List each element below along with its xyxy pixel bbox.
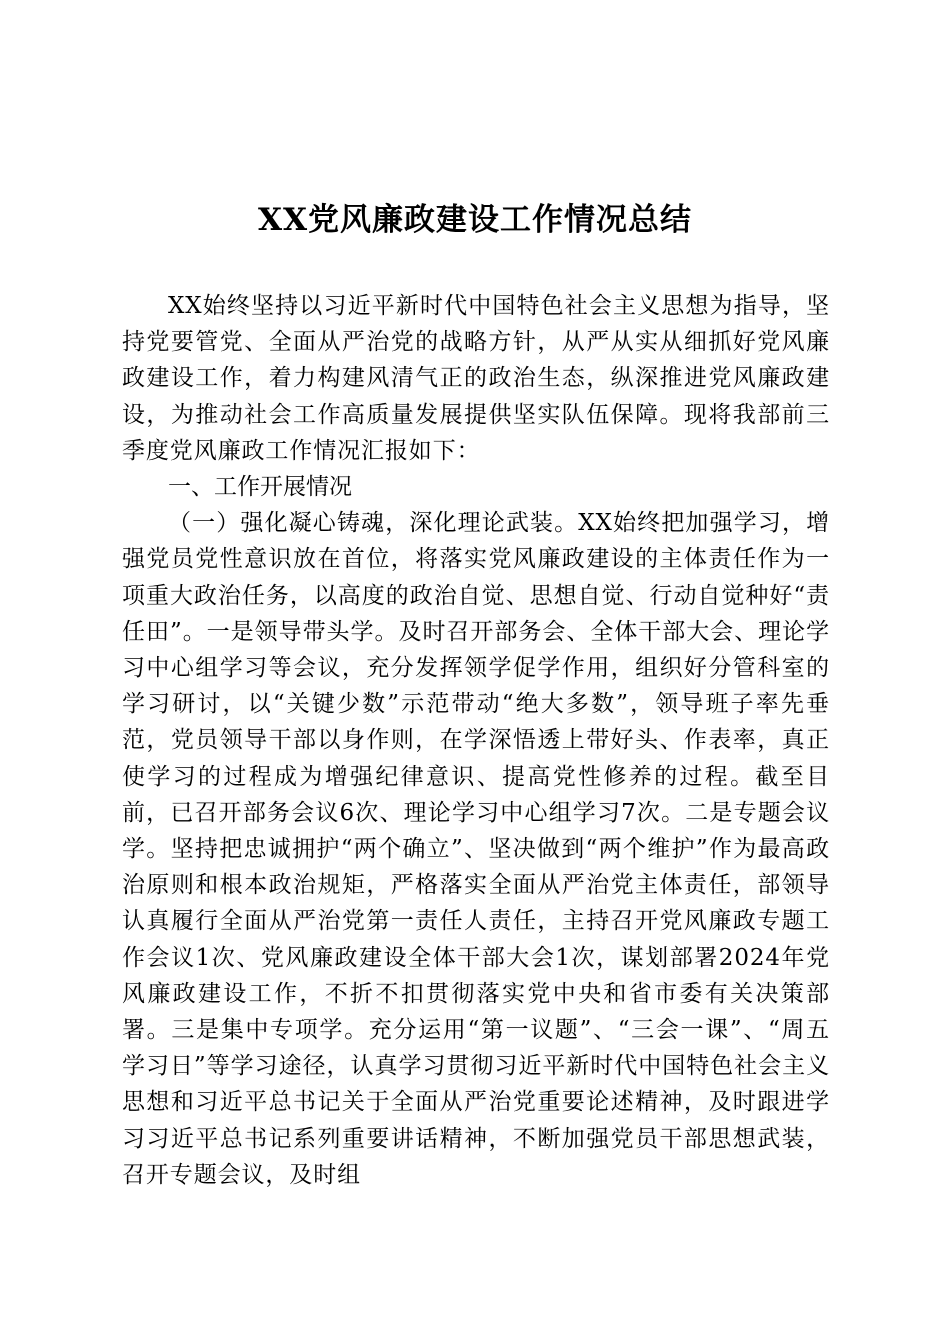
- document-title: XX党风廉政建设工作情况总结: [257, 202, 693, 238]
- section-paragraph: （一）强化凝心铸魂，深化理论武装。XX始终把加强学习，增强党员党性意识放在首位，将落实党风廉政建设的主体责任作为一项重大政治任务，以高度的政治自觉、思想自觉、行动自觉种好“责任田”。一是领导带头学。及时召开部务会、全体干部大会、理论学习中心组学习等会议，充分发挥领学促学作用，组织好分管科室的学习研讨，以“关键少数”示范带动“绝大多数”，领导班子率先垂范，党员领导干部以身作则，在学深悟透上带好头、作表率，真正使学习的过程成为增强纪律意识、提高党性修养的过程。截至目前，已召开部务会议6次、理论学习中心组学习7次。二是专题会议学。坚持把忠诚拥护“两个确立”、坚决做到“两个维护”作为最高政治原则和根本政治规矩，严格落实全面从严治党主体责任，部领导认真履行全面从严治党第一责任人责任，主持召开党风廉政专题工作会议1次、党风廉政建设全体干部大会1次，谋划部署2024年党风廉政建设工作，不折不扣贯彻落实党中央和省市委有关决策部署。三是集中专项学。充分运用“第一议题”、“三会一课”、“周五学习日”等学习途径，认真学习贯彻习近平新时代中国特色社会主义思想和习近平总书记关于全面从严治党重要论述精神，及时跟进学习习近平总书记系列重要讲话精神，不断加强党员干部思想武装，召开专题会议，及时组: [122, 510, 830, 1188]
- document-body: [122, 288, 830, 1193]
- section-heading: 一、工作开展情况: [168, 474, 352, 501]
- intro-paragraph: XX始终坚持以习近平新时代中国特色社会主义思想为指导，坚持党要管党、全面从严治党的战略方针，从严从实从细抓好党风廉政建设工作，着力构建风清气正的政治生态，纵深推进党风廉政建设，为推动社会工作高质量发展提供坚实队伍保障。现将我部前三季度党风廉政工作情况汇报如下：: [122, 293, 830, 464]
